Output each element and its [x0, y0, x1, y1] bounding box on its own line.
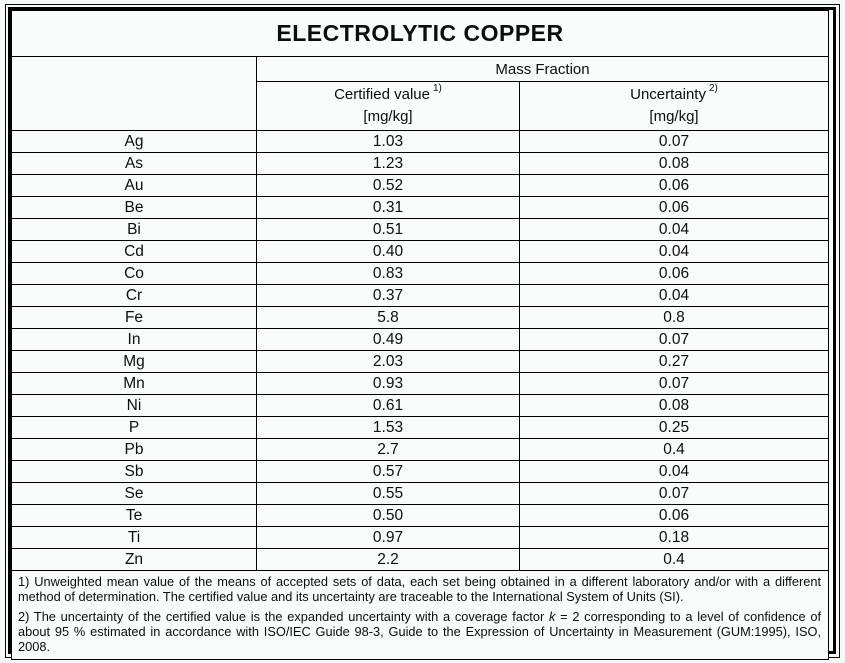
- uncertainty-cell: 0.06: [520, 505, 829, 527]
- uncertainty-cell: 0.07: [520, 483, 829, 505]
- element-cell: As: [12, 153, 257, 175]
- uncertainty-cell: 0.04: [520, 285, 829, 307]
- title-row: [12, 11, 829, 57]
- certified-value-label: Certified value: [334, 86, 430, 104]
- footnote-2-text-end: = 2 corresponding to a level of confidence of about 95 % estimated in accordance with ISO/IEC Guide 98-3, Guide to the Expression of Uncertainty in Measurement (GUM:1995), ISO, 2008.: [18, 608, 821, 654]
- uncertainty-cell: 0.06: [520, 175, 829, 197]
- uncertainty-cell: 0.07: [520, 373, 829, 395]
- certified-value-cell: 0.83: [257, 263, 520, 285]
- certified-value-cell: 0.52: [257, 175, 520, 197]
- table-row: [12, 549, 829, 571]
- element-cell: Be: [12, 197, 257, 219]
- uncertainty-cell: 0.25: [520, 417, 829, 439]
- table-body: [12, 131, 829, 571]
- element-cell: Co: [12, 263, 257, 285]
- certified-value-cell: 2.2: [257, 549, 520, 571]
- uncertainty-cell: 0.4: [520, 439, 829, 461]
- uncertainty-label: Uncertainty: [630, 86, 706, 104]
- table-row: [12, 527, 829, 549]
- table-row: [12, 461, 829, 483]
- uncertainty-cell: 0.06: [520, 263, 829, 285]
- element-cell: Cd: [12, 241, 257, 263]
- table-header: [12, 11, 829, 131]
- certified-value-cell: 0.49: [257, 329, 520, 351]
- table-row: [12, 307, 829, 329]
- table-row: [12, 417, 829, 439]
- element-cell: P: [12, 417, 257, 439]
- certified-value-cell: 0.37: [257, 285, 520, 307]
- table-row: [12, 285, 829, 307]
- uncertainty-cell: 0.27: [520, 351, 829, 373]
- certified-value-cell: 0.93: [257, 373, 520, 395]
- certified-value-cell: 2.7: [257, 439, 520, 461]
- mass-fraction-header: Mass Fraction: [257, 57, 829, 82]
- element-cell: Mn: [12, 373, 257, 395]
- footnotes-row: [12, 571, 829, 660]
- element-column-header: [12, 57, 257, 131]
- uncertainty-cell: 0.04: [520, 241, 829, 263]
- element-cell: Bi: [12, 219, 257, 241]
- footnote-1: 1) Unweighted mean value of the means of accepted sets of data, each set being obtained in a different laboratory and/or with a different method of determination. The certified value and its uncertainty are traceable to the International System of Units (SI).: [18, 574, 821, 604]
- certified-value-cell: 0.31: [257, 197, 520, 219]
- element-cell: Ag: [12, 131, 257, 153]
- certified-value-cell: 5.8: [257, 307, 520, 329]
- footnote-2-coverage-factor-symbol: k: [548, 608, 556, 624]
- uncertainty-unit: [mg/kg]: [649, 108, 699, 125]
- certified-values-table: [11, 10, 829, 660]
- certified-value-unit: [mg/kg]: [363, 108, 413, 125]
- table-row: [12, 351, 829, 373]
- table-footer: [12, 571, 829, 660]
- element-cell: Te: [12, 505, 257, 527]
- certified-value-cell: 0.55: [257, 483, 520, 505]
- page-title: ELECTROLYTIC COPPER: [12, 11, 829, 57]
- element-cell: Sb: [12, 461, 257, 483]
- uncertainty-cell: 0.08: [520, 395, 829, 417]
- element-cell: Cr: [12, 285, 257, 307]
- uncertainty-cell: 0.8: [520, 307, 829, 329]
- document-frame: [5, 4, 840, 658]
- footnote-2-text-start: 2) The uncertainty of the certified value is the expanded uncertainty with a coverage factor: [18, 608, 549, 624]
- uncertainty-cell: 0.07: [520, 131, 829, 153]
- element-cell: Ni: [12, 395, 257, 417]
- element-cell: Se: [12, 483, 257, 505]
- table-row: [12, 439, 829, 461]
- table-row: [12, 197, 829, 219]
- uncertainty-cell: 0.4: [520, 549, 829, 571]
- table-row: [12, 241, 829, 263]
- element-cell: Ti: [12, 527, 257, 549]
- uncertainty-cell: 0.06: [520, 197, 829, 219]
- uncertainty-cell: 0.04: [520, 461, 829, 483]
- group-header-row: [12, 57, 829, 82]
- uncertainty-column-header: [520, 82, 829, 131]
- element-cell: In: [12, 329, 257, 351]
- table-row: [12, 175, 829, 197]
- element-cell: Au: [12, 175, 257, 197]
- certified-value-cell: 1.53: [257, 417, 520, 439]
- certified-value-cell: 0.40: [257, 241, 520, 263]
- table-row: [12, 131, 829, 153]
- certified-value-cell: 2.03: [257, 351, 520, 373]
- uncertainty-cell: 0.08: [520, 153, 829, 175]
- certified-value-cell: 1.03: [257, 131, 520, 153]
- certified-value-cell: 0.61: [257, 395, 520, 417]
- footnotes: [12, 571, 829, 660]
- certified-value-column-header: [257, 82, 520, 131]
- uncertainty-cell: 0.04: [520, 219, 829, 241]
- element-cell: Pb: [12, 439, 257, 461]
- table-border-box: [8, 7, 836, 654]
- footnote-ref-2: 2): [708, 83, 718, 95]
- table-row: [12, 395, 829, 417]
- footnote-ref-1: 1): [432, 83, 442, 95]
- table-row: [12, 505, 829, 527]
- certified-value-cell: 1.23: [257, 153, 520, 175]
- uncertainty-cell: 0.18: [520, 527, 829, 549]
- table-row: [12, 483, 829, 505]
- certified-value-cell: 0.97: [257, 527, 520, 549]
- certified-value-cell: 0.57: [257, 461, 520, 483]
- certified-value-cell: 0.50: [257, 505, 520, 527]
- element-cell: Fe: [12, 307, 257, 329]
- element-cell: Zn: [12, 549, 257, 571]
- certified-value-cell: 0.51: [257, 219, 520, 241]
- table-row: [12, 219, 829, 241]
- table-row: [12, 373, 829, 395]
- element-cell: Mg: [12, 351, 257, 373]
- footnote-2: [18, 610, 821, 655]
- uncertainty-cell: 0.07: [520, 329, 829, 351]
- table-row: [12, 329, 829, 351]
- table-row: [12, 263, 829, 285]
- table-row: [12, 153, 829, 175]
